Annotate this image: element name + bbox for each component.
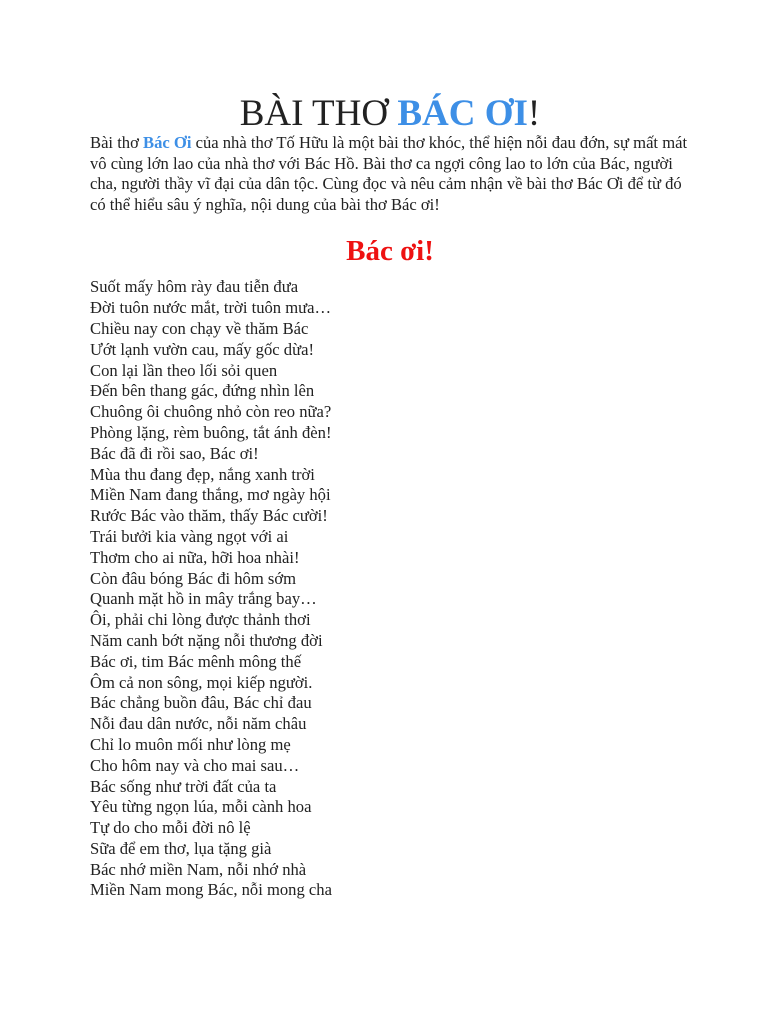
poem-line: Đến bên thang gác, đứng nhìn lên bbox=[90, 381, 315, 401]
poem-line: Rước Bác vào thăm, thấy Bác cười! bbox=[90, 506, 328, 526]
poem-line: Quanh mặt hồ in mây trắng bay… bbox=[90, 589, 317, 609]
intro-paragraph bbox=[90, 133, 690, 215]
poem-title: Bác ơi! bbox=[346, 235, 434, 268]
poem-line: Phòng lặng, rèm buông, tắt ánh đèn! bbox=[90, 422, 332, 442]
poem-line: Chỉ lo muôn mối như lòng mẹ bbox=[90, 734, 291, 754]
page-title bbox=[90, 0, 690, 135]
poem-line: Cho hôm nay và cho mai sau… bbox=[90, 755, 300, 775]
title-prefix: BÀI THƠ bbox=[239, 93, 398, 134]
poem-line: Đời tuôn nước mắt, trời tuôn mưa… bbox=[90, 298, 332, 318]
title-accent: BÁC ƠI bbox=[397, 93, 528, 134]
poem-line: Bác chẳng buồn đâu, Bác chỉ đau bbox=[90, 693, 312, 713]
poem-line: Chuông ôi chuông nhỏ còn reo nữa? bbox=[90, 402, 332, 422]
intro-text-after: của nhà thơ Tố Hữu là một bài thơ khóc, thể hiện nỗi đau đớn, sự mất mát vô cùng lớn lao của nhà thơ với Bác Hồ. Bài thơ ca ngợi công lao to lớn của Bác, người cha, người thầy vĩ đại của dân tộc. Cùng đọc và nêu cảm nhận về bài thơ Bác Ơi để từ đó có thể hiểu sâu ý nghĩa, nội dung của bài thơ Bác ơi! bbox=[90, 133, 688, 214]
poem-line: Miền Nam mong Bác, nỗi mong cha bbox=[90, 880, 332, 900]
title-suffix: ! bbox=[527, 93, 541, 134]
poem-line: Bác sống như trời đất của ta bbox=[90, 776, 277, 796]
poem-lines bbox=[90, 277, 690, 901]
poem-line: Bác đã đi rồi sao, Bác ơi! bbox=[90, 443, 259, 463]
poem-line: Còn đâu bóng Bác đi hôm sớm bbox=[90, 568, 297, 588]
poem-line: Ôi, phải chi lòng được thảnh thơi bbox=[90, 610, 311, 630]
poem-line: Tự do cho mỗi đời nô lệ bbox=[90, 818, 251, 838]
document-page bbox=[90, 0, 690, 901]
poem-line: Thơm cho ai nữa, hỡi hoa nhài! bbox=[90, 547, 300, 567]
poem-line: Bác nhớ miền Nam, nỗi nhớ nhà bbox=[90, 859, 307, 879]
poem-line: Năm canh bớt nặng nỗi thương đời bbox=[90, 630, 323, 650]
poem-line: Nỗi đau dân nước, nỗi năm châu bbox=[90, 714, 307, 734]
intro-text-before: Bài thơ bbox=[90, 133, 144, 152]
poem-line: Yêu từng ngọn lúa, mỗi cành hoa bbox=[90, 797, 312, 817]
poem-line: Bác ơi, tim Bác mênh mông thế bbox=[90, 651, 302, 671]
poem-line: Suốt mấy hôm rày đau tiễn đưa bbox=[90, 277, 299, 297]
poem-line: Con lại lần theo lối sỏi quen bbox=[90, 360, 278, 380]
poem-line: Chiều nay con chạy về thăm Bác bbox=[90, 318, 309, 338]
poem-line: Miền Nam đang thắng, mơ ngày hội bbox=[90, 485, 331, 505]
poem-link[interactable]: Bác Ơi bbox=[143, 133, 192, 152]
poem-line: Ướt lạnh vườn cau, mấy gốc dừa! bbox=[90, 339, 314, 359]
poem-line: Mùa thu đang đẹp, nắng xanh trời bbox=[90, 464, 315, 484]
poem-line: Ôm cả non sông, mọi kiếp người. bbox=[90, 672, 313, 692]
poem-line: Sữa để em thơ, lụa tặng già bbox=[90, 838, 272, 858]
poem-line: Trái bưởi kia vàng ngọt với ai bbox=[90, 526, 289, 546]
